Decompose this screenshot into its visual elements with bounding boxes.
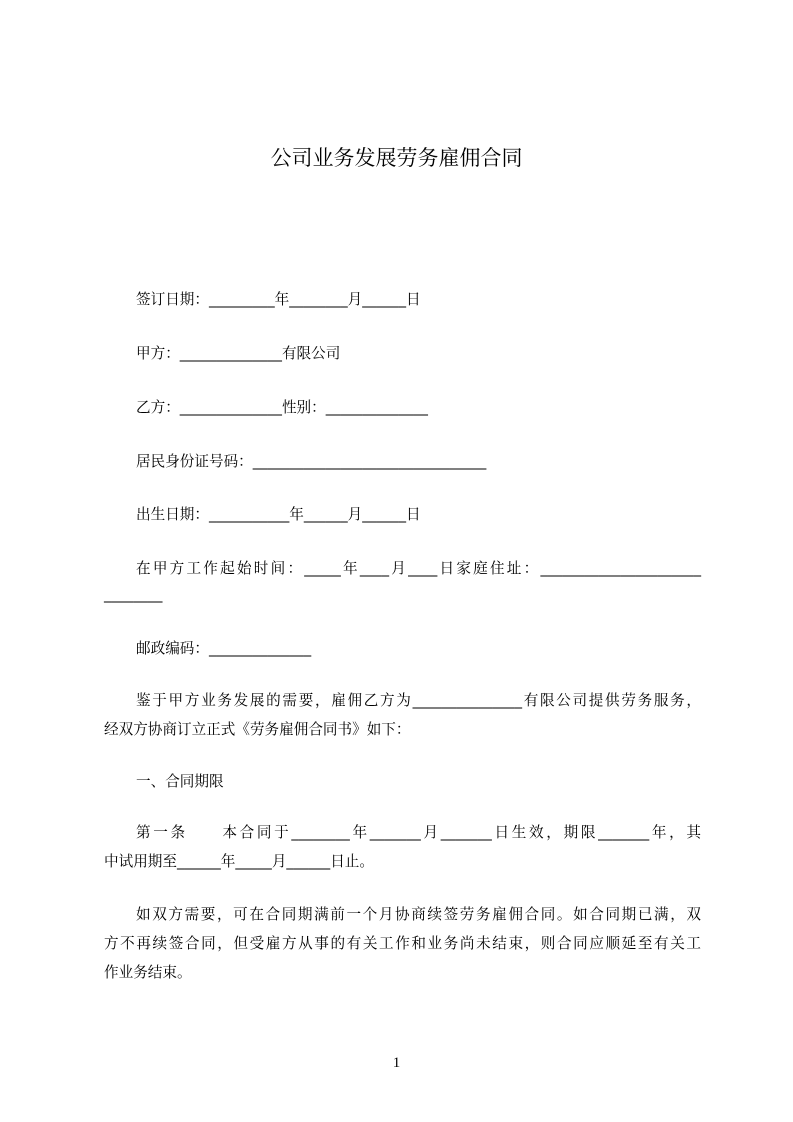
party-b-field: 乙方：______________性别：______________ bbox=[136, 399, 428, 416]
work-start-address-field bbox=[104, 559, 701, 605]
work-start-line2: ________ bbox=[104, 586, 163, 603]
section-heading: 一、合同期限 bbox=[136, 773, 224, 790]
renewal-line2: 方不再续签合同，但受雇方从事的有关工作和业务尚未结束，则合同应顺延至有关工 bbox=[104, 935, 701, 952]
article1-line1: 第一条 本合同于________年_______月_______日生效，期限_______年，其 bbox=[136, 824, 701, 841]
article1-line2: 中试用期至______年_____月______日止。 bbox=[104, 853, 374, 870]
document-title: 公司业务发展劳务雇佣合同 bbox=[270, 146, 523, 170]
renewal-paragraph bbox=[104, 900, 701, 987]
preamble-paragraph bbox=[104, 686, 701, 744]
page-number: 1 bbox=[392, 1055, 401, 1071]
article1-paragraph bbox=[104, 818, 701, 876]
birth-date-field: 出生日期：___________年______月______日 bbox=[136, 506, 421, 523]
party-a-field: 甲方：______________有限公司 bbox=[136, 345, 341, 362]
preamble-line2: 经双方协商订立正式《劳务雇佣合同书》如下： bbox=[104, 721, 411, 738]
preamble-line1: 鉴于甲方业务发展的需要，雇佣乙方为_______________有限公司提供劳务服务， bbox=[136, 692, 701, 709]
postal-code-field: 邮政编码：______________ bbox=[136, 640, 312, 657]
id-number-field: 居民身份证号码：________________________________ bbox=[136, 453, 487, 470]
renewal-line1: 如双方需要，可在合同期满前一个月协商续签劳务雇佣合同。如合同期已满，双 bbox=[136, 906, 701, 923]
sign-date-field: 签订日期：_________年________月______日 bbox=[136, 291, 421, 308]
renewal-line3: 作业务结束。 bbox=[104, 964, 192, 981]
work-start-line1: 在甲方工作起始时间：_____年____月____日家庭住址：______________________ bbox=[136, 560, 701, 577]
